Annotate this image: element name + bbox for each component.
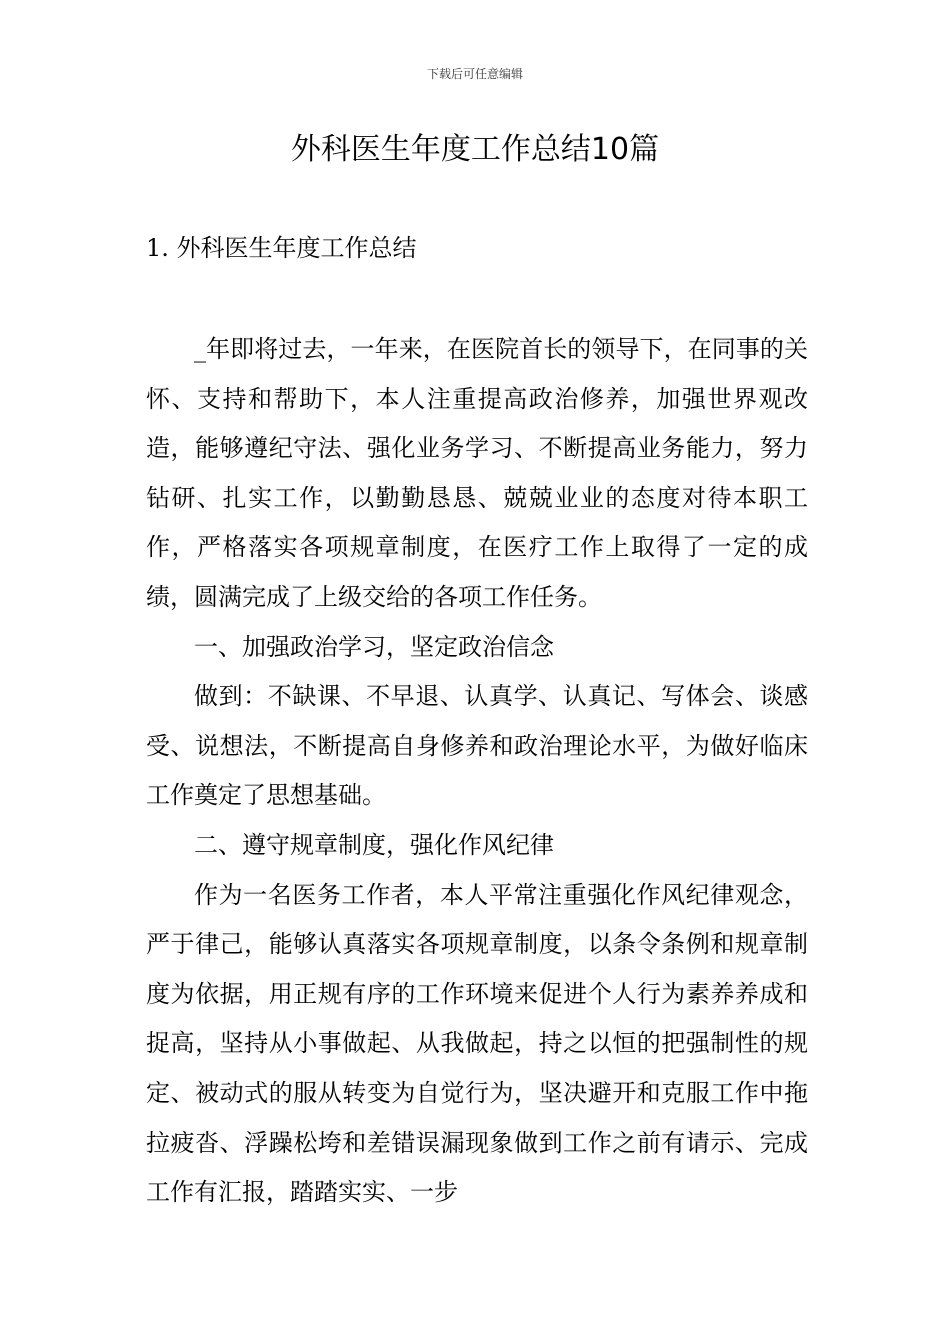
- heading-rules-discipline: 二、遵守规章制度，强化作风纪律: [194, 830, 554, 859]
- header-note: 下载后可任意编辑: [426, 67, 523, 81]
- paragraph-political-study: 做到：不缺课、不早退、认真学、认真记、写体会、谈感受、说想法，不断提高自身修养和政治理论水平，为做好临床工作奠定了思想基础。: [146, 682, 808, 810]
- heading-political-study: 一、加强政治学习，坚定政治信念: [194, 632, 554, 661]
- document-title: 外科医生年度工作总结10篇: [290, 132, 660, 167]
- document-body: [146, 325, 808, 1218]
- paragraph-rules-discipline: 作为一名医务工作者，本人平常注重强化作风纪律观念，严于律己，能够认真落实各项规章制度，以条令条例和规章制度为依据，用正规有序的工作环境来促进个人行为素养养成和捉高，坚持从小事做起、从我做起，持之以恒的把强制性的规定、被动式的服从转变为自觉行为，坚决避开和克服工作中拖拉疲沓、浮躁松垮和差错误漏现象做到工作之前有请示、完成工作有汇报，踏踏实实、一步: [146, 880, 808, 1207]
- paragraph-intro: _年即将过去，一年来，在医院首长的领导下，在同事的关怀、支持和帮助下，本人注重提高政治修养，加强世界观改造，能够遵纪守法、强化业务学习、不断提高业务能力，努力钻研、扎实工作，以勤勤恳恳、兢兢业业的态度对待本职工作，严格落实各项规章制度，在医疗工作上取得了一定的成绩，圆满完成了上级交给的各项工作任务。: [146, 335, 808, 611]
- section-title: 1. 外科医生年度工作总结: [146, 234, 417, 262]
